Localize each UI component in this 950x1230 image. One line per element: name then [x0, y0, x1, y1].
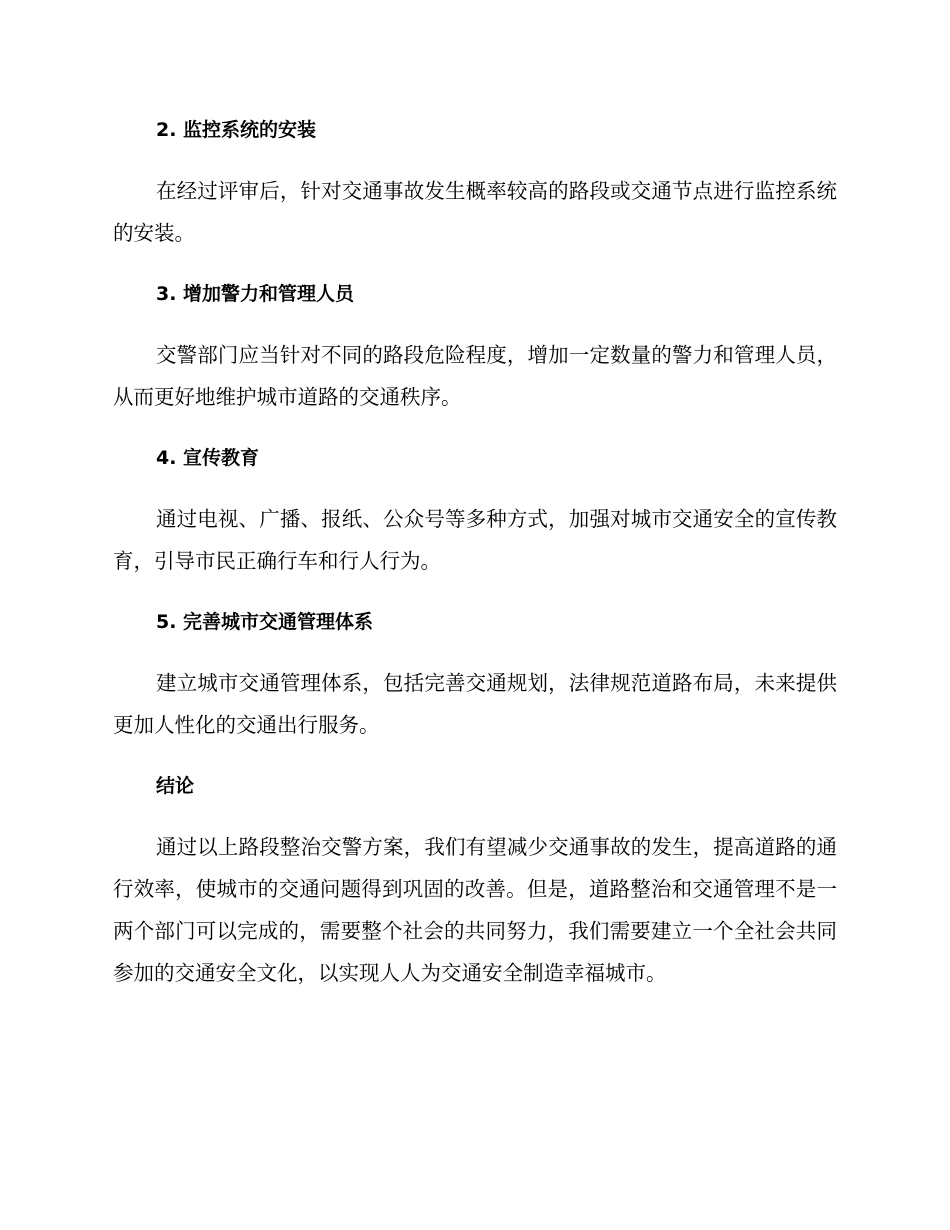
- section-traffic-management-system: [113, 602, 837, 746]
- section-monitoring-installation: [113, 110, 837, 254]
- section-heading: 5. 完善城市交通管理体系: [156, 611, 374, 633]
- section-paragraph: 通过电视、广播、报纸、公众号等多种方式，加强对城市交通安全的宣传教育，引导市民正确行车和行人行为。: [113, 507, 837, 573]
- section-conclusion: [113, 766, 837, 994]
- section-publicity-education: [113, 438, 837, 582]
- conclusion-paragraph: 通过以上路段整治交警方案，我们有望减少交通事故的发生，提高道路的通行效率，使城市的交通问题得到巩固的改善。但是，道路整治和交通管理不是一两个部门可以完成的，需要整个社会的共同努力，我们需要建立一个全社会共同参加的交通安全文化，以实现人人为交通安全制造幸福城市。: [113, 835, 837, 985]
- section-heading: 4. 宣传教育: [156, 447, 260, 469]
- section-paragraph: 建立城市交通管理体系，包括完善交通规划，法律规范道路布局，未来提供更加人性化的交通出行服务。: [113, 671, 837, 737]
- section-paragraph: 交警部门应当针对不同的路段危险程度，增加一定数量的警力和管理人员，从而更好地维护城市道路的交通秩序。: [113, 343, 837, 409]
- section-paragraph: 在经过评审后，针对交通事故发生概率较高的路段或交通节点进行监控系统的安装。: [113, 179, 837, 245]
- section-police-staffing: [113, 274, 837, 418]
- document-page: [113, 110, 837, 1014]
- section-heading: 3. 增加警力和管理人员: [156, 283, 355, 305]
- conclusion-heading: 结论: [156, 775, 195, 797]
- section-heading: 2. 监控系统的安装: [156, 119, 317, 141]
